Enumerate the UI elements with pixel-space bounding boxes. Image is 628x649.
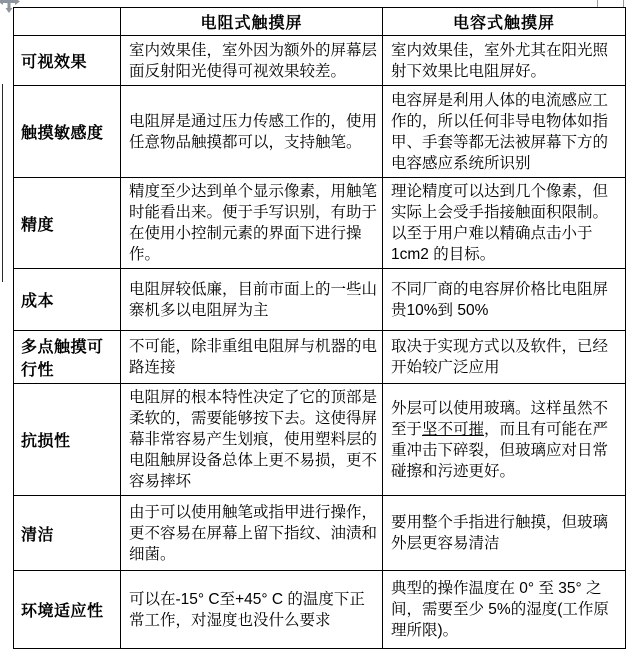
table-row — [14, 571, 626, 649]
capacitive-cell: 电容屏是利用人体的电流感应工作的，所以任何非导电物体如指甲、手套等都无法被屏幕下方的电容感应系统所识别 — [383, 86, 626, 178]
row-label: 成本 — [14, 269, 121, 331]
table-row — [14, 36, 626, 86]
resistive-cell: 室内效果佳，室外因为额外的屏幕层面反射阳光使得可视效果较差。 — [121, 36, 383, 86]
row-label: 可视效果 — [14, 36, 121, 86]
row-label: 清洁 — [14, 496, 121, 571]
table-row — [14, 331, 626, 384]
resistive-cell: 由于可以使用触笔或指甲进行操作，更不容易在屏幕上留下指纹、油渍和细菌。 — [121, 496, 383, 571]
capacitive-cell: 典型的操作温度在 0° 至 35° 之间，需要至少 5%的湿度(工作原理所限)。 — [383, 571, 626, 649]
table-row — [14, 384, 626, 496]
row-label: 触摸敏感度 — [14, 86, 121, 178]
resistive-cell: 电阻屏是通过压力传感工作的，使用任意物品触摸都可以，支持触笔。 — [121, 86, 383, 178]
resistive-cell: 电阻屏的根本特性决定了它的顶部是柔软的，需要能够按下去。这使得屏幕非常容易产生划痕，使用塑料层的电阻触屏设备总体上更不易损，更不容易摔坏 — [121, 384, 383, 496]
cell-text: 外层可以使用玻璃。这样虽然不至于 — [391, 399, 609, 438]
row-label: 多点触摸可行性 — [14, 331, 121, 384]
capacitive-cell: 室内效果佳，室外尤其在阳光照射下效果比电阻屏好。 — [383, 36, 626, 86]
resistive-cell: 可以在-15° C至+45° C 的温度下正常工作，对湿度也没什么要求 — [121, 571, 383, 649]
table-row — [14, 269, 626, 331]
capacitive-cell: 要用整个手指进行触摸，但玻璃外层更容易清洁 — [383, 496, 626, 571]
resistive-cell: 精度至少达到单个显示像素，用触笔时能看出来。便于手写识别，有助于在使用小控制元素的界面下进行操作。 — [121, 178, 383, 269]
resistive-cell: 电阻屏较低廉，目前市面上的一些山寨机多以电阻屏为主 — [121, 269, 383, 331]
table-row — [14, 496, 626, 571]
header-cell-blank — [14, 8, 121, 36]
capacitive-cell: 取决于实现方式以及软件，已经开始较广泛应用 — [383, 331, 626, 384]
header-cell-capacitive: 电容式触摸屏 — [383, 8, 626, 36]
touchscreen-comparison-table — [13, 7, 626, 649]
capacitive-cell: 理论精度可以达到几个像素，但实际上会受手指接触面积限制。以至于用户难以精确点击小于 1cm2 的目标。 — [383, 178, 626, 269]
resistive-cell: 不可能，除非重组电阻屏与机器的电路连接 — [121, 331, 383, 384]
table-row — [14, 178, 626, 269]
capacitive-cell — [383, 384, 626, 496]
row-label: 环境适应性 — [14, 571, 121, 649]
header-row — [14, 8, 626, 36]
left-edge-artifact — [2, 84, 3, 282]
cell-text: ，而且有可能在严重冲击下碎裂，但玻璃应对日常碰擦和污迹更好。 — [391, 420, 609, 480]
row-label: 精度 — [14, 178, 121, 269]
table-row — [14, 86, 626, 178]
capacitive-cell: 不同厂商的电容屏价格比电阻屏贵10%到 50% — [383, 269, 626, 331]
row-label: 抗损性 — [14, 384, 121, 496]
underlined-text: 坚不可摧 — [422, 420, 485, 438]
header-cell-resistive: 电阻式触摸屏 — [121, 8, 383, 36]
